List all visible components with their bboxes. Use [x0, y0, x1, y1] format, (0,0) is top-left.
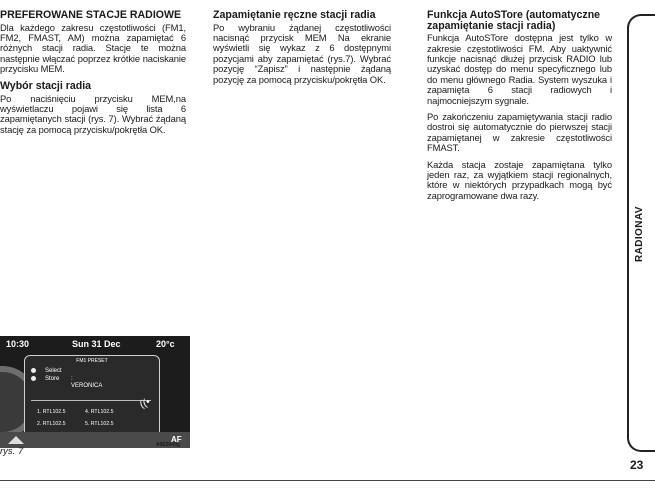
af-indicator: AF	[171, 435, 182, 444]
section-title-manual-store: Zapamiętanie ręczne stacji radia	[213, 9, 376, 21]
menu-item-select	[31, 368, 62, 376]
bottom-rule	[0, 480, 655, 481]
display-status-bar	[0, 336, 190, 350]
station-item: 2. RTL102.5	[37, 421, 66, 427]
page-number: 23	[630, 458, 644, 472]
column-left	[0, 10, 186, 141]
radio-display-figure	[0, 336, 190, 448]
figure-caption: rys. 7	[0, 446, 24, 457]
menu-item-label: Store	[45, 376, 60, 382]
paragraph: Po naciśnięciu przycisku MEM,na wyświetlaczu pojawi się lista 6 zapamiętanych stacji (rys. 7). Wybrać żądaną stację za pomocą przycisku/pokrętła OK.	[0, 92, 186, 135]
figure-code: A0E5049g	[156, 442, 180, 448]
radio-dot-icon	[31, 376, 36, 381]
preset-panel-header: FM1 PRESET	[76, 358, 108, 364]
station-item: 4. RTL102.5	[85, 409, 114, 415]
menu-item-value: : VERONICA	[71, 376, 103, 389]
display-date: Sun 31 Dec	[72, 339, 121, 349]
station-item: 1. RTL102.5	[37, 409, 66, 415]
paragraph: Po zakończeniu zapamiętywania stacji radio dostroi się automatycznie do pierwszej stacji zapamiętanej w zakresie częstotliwości FMAST.	[427, 111, 612, 154]
section-title-autostore: Funkcja AutoSTore (automatyczne zapamiętanie stacji radia)	[427, 9, 601, 32]
mountain-icon	[8, 436, 24, 444]
side-tab-label: RADIONAV	[634, 206, 645, 262]
paragraph: Dla każdego zakresu częstotliwości (FM1, FM2, FMAST, AM) można zapamiętać 6 różnych stacji radia. Stacje te można następnie włączać poprzez krótkie naciskanie przycisku MEM.	[0, 21, 186, 75]
display-time: 10:30	[6, 339, 30, 349]
subsection-title-station-select: Wybór stacji radia	[0, 79, 92, 92]
paragraph: Funkcja AutoSTore dostępna jest tylko w zakresie częstotliwości FM. Aby uaktywnić funkcje nacisnąć dłużej przycisk RADIO lub uzyskać dostęp do menu specyficznego lub do menu głównego Radia. System wyszuka i zapamięta 6 stacji radiowych i najmocniejszym sygnale.	[427, 32, 612, 106]
menu-item-store	[31, 376, 103, 389]
column-right	[427, 10, 612, 207]
preset-menu	[31, 368, 103, 389]
section-title-preferred-stations: PREFEROWANE STACJE RADIOWE	[0, 9, 182, 21]
paragraph: Każda stacja zostaje zapamiętana tylko jeden raz, za wyjątkiem stacji regionalnych, które w niektórych przypadkach mogą być zaprogramowane dwa razy.	[427, 158, 612, 201]
menu-divider	[31, 400, 151, 401]
radio-dot-icon	[31, 368, 36, 373]
signal-icon: ((•	[138, 396, 152, 411]
station-item: 5. RTL102.5	[85, 421, 114, 427]
menu-item-label: Select	[45, 368, 62, 374]
display-temperature: 20°c	[156, 339, 175, 349]
column-middle	[213, 10, 391, 91]
paragraph: Po wybraniu żądanej częstotliwości nacisnąć przycisk MEM Na ekranie wyświetli się wykaz z 6 dostępnymi pozycjami aby zapamiętać (rys.7). Wybrać pozycję “Zapisz” i następnie żądaną pozycję za pomocą przycisku/pokrętła OK.	[213, 21, 391, 85]
